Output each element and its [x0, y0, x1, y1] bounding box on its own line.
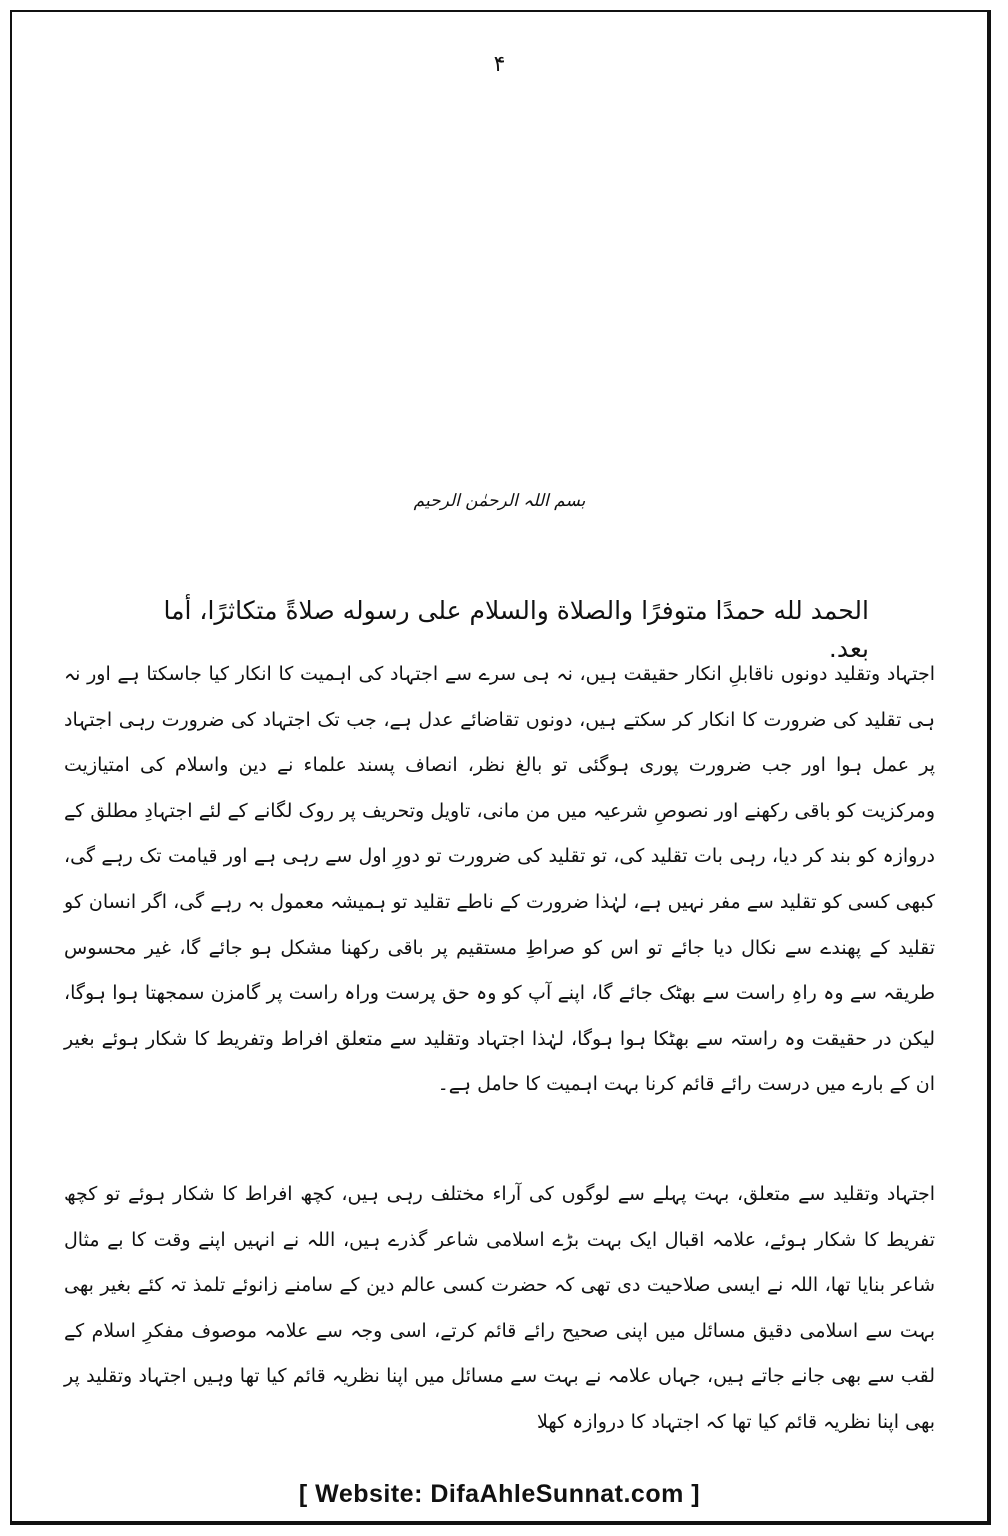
website-footer: [ Website: DifaAhleSunnat.com ] — [298, 1480, 701, 1508]
arabic-intro: الحمد لله حمدًا متوفرًا والصلاة والسلام على رسوله صلاةً متكاثرًا، أما بعد. — [163, 596, 869, 663]
paragraph-1: اجتہاد وتقلید دونوں ناقابلِ انکار حقیقت ہیں، نہ ہی سرے سے اجتہاد کی اہمیت کا انکار کیا جاسکتا ہے اور نہ ہی تقلید کی ضرورت کا انکار کر سکتے ہیں، دونوں تقاضائے عدل ہے، جب تک اجتہاد کی ضرورت رہی اجتہاد پر عمل ہوا اور جب ضرورت پوری ہوگئی تو بالغ نظر، انصاف پسند علماء نے دین واسلام کی امتیازیت ومرکزیت کو باقی رکھنے اور نصوصِ شرعیہ میں من مانی، تاویل وتحریف پر روک لگانے کے لئے اجتہادِ مطلق کے دروازہ کو بند کر دیا، رہی بات تقلید کی، تو تقلید کی ضرورت تو دورِ اول سے رہی ہے اور قیامت تک رہے گی، کبھی کسی کو تقلید سے مفر نہیں ہے، لہٰذا ضرورت کے ناطے تقلید تو ہمیشہ معمول بہ رہے گی، اگر انسان کو تقلید کے پھندے سے نکال دیا جائے تو اس کو صراطِ مستقیم پر باقی رکھنا مشکل ہو جائے گا، غیر محسوس طریقہ سے وہ راہِ راست سے بھٹک جائے گا، اپنے آپ کو وہ حق پرست وراہ راست پر گامزن سمجھتا ہوا ہوگا، لیکن در حقیقت وہ راستہ سے بھٹکا ہوا ہوگا، لہٰذا اجتہاد وتقلید سے متعلق افراط وتفریط کا شکار ہوئے بغیر ان کے بارے میں درست رائے قائم کرنا بہت اہمیت کا حامل ہے۔ — [64, 663, 935, 1096]
page-number: ۴ — [493, 52, 506, 77]
document-page — [10, 10, 991, 1525]
bismillah-heading: بسم اللہ الرحمٰن الرحیم — [413, 491, 586, 511]
paragraph-2: اجتہاد وتقلید سے متعلق، بہت پہلے سے لوگوں کی آراء مختلف رہی ہیں، کچھ افراط کا شکار ہوئے تو کچھ تفریط کا شکار ہوئے، علامہ اقبال ایک بہت بڑے اسلامی شاعر گذرے ہیں، اللہ نے انہیں اپنے وقت کا بے مثال شاعر بنایا تھا، اللہ نے ایسی صلاحیت دی تھی کہ حضرت کسی عالم دین کے سامنے زانوئے تلمذ تہ کئے بغیر بھی بہت سے اسلامی دقیق مسائل میں اپنی صحیح رائے قائم کرتے، اسی وجہ سے علامہ موصوف مفکرِ اسلام کے لقب سے بھی جانے جاتے ہیں، جہاں علامہ نے بہت سے مسائل میں اپنا نظریہ قائم کیا تھا وہیں اجتہاد وتقلید پر بھی اپنا نظریہ قائم کیا تھا کہ اجتہاد کا دروازہ کھلا — [64, 1183, 935, 1433]
